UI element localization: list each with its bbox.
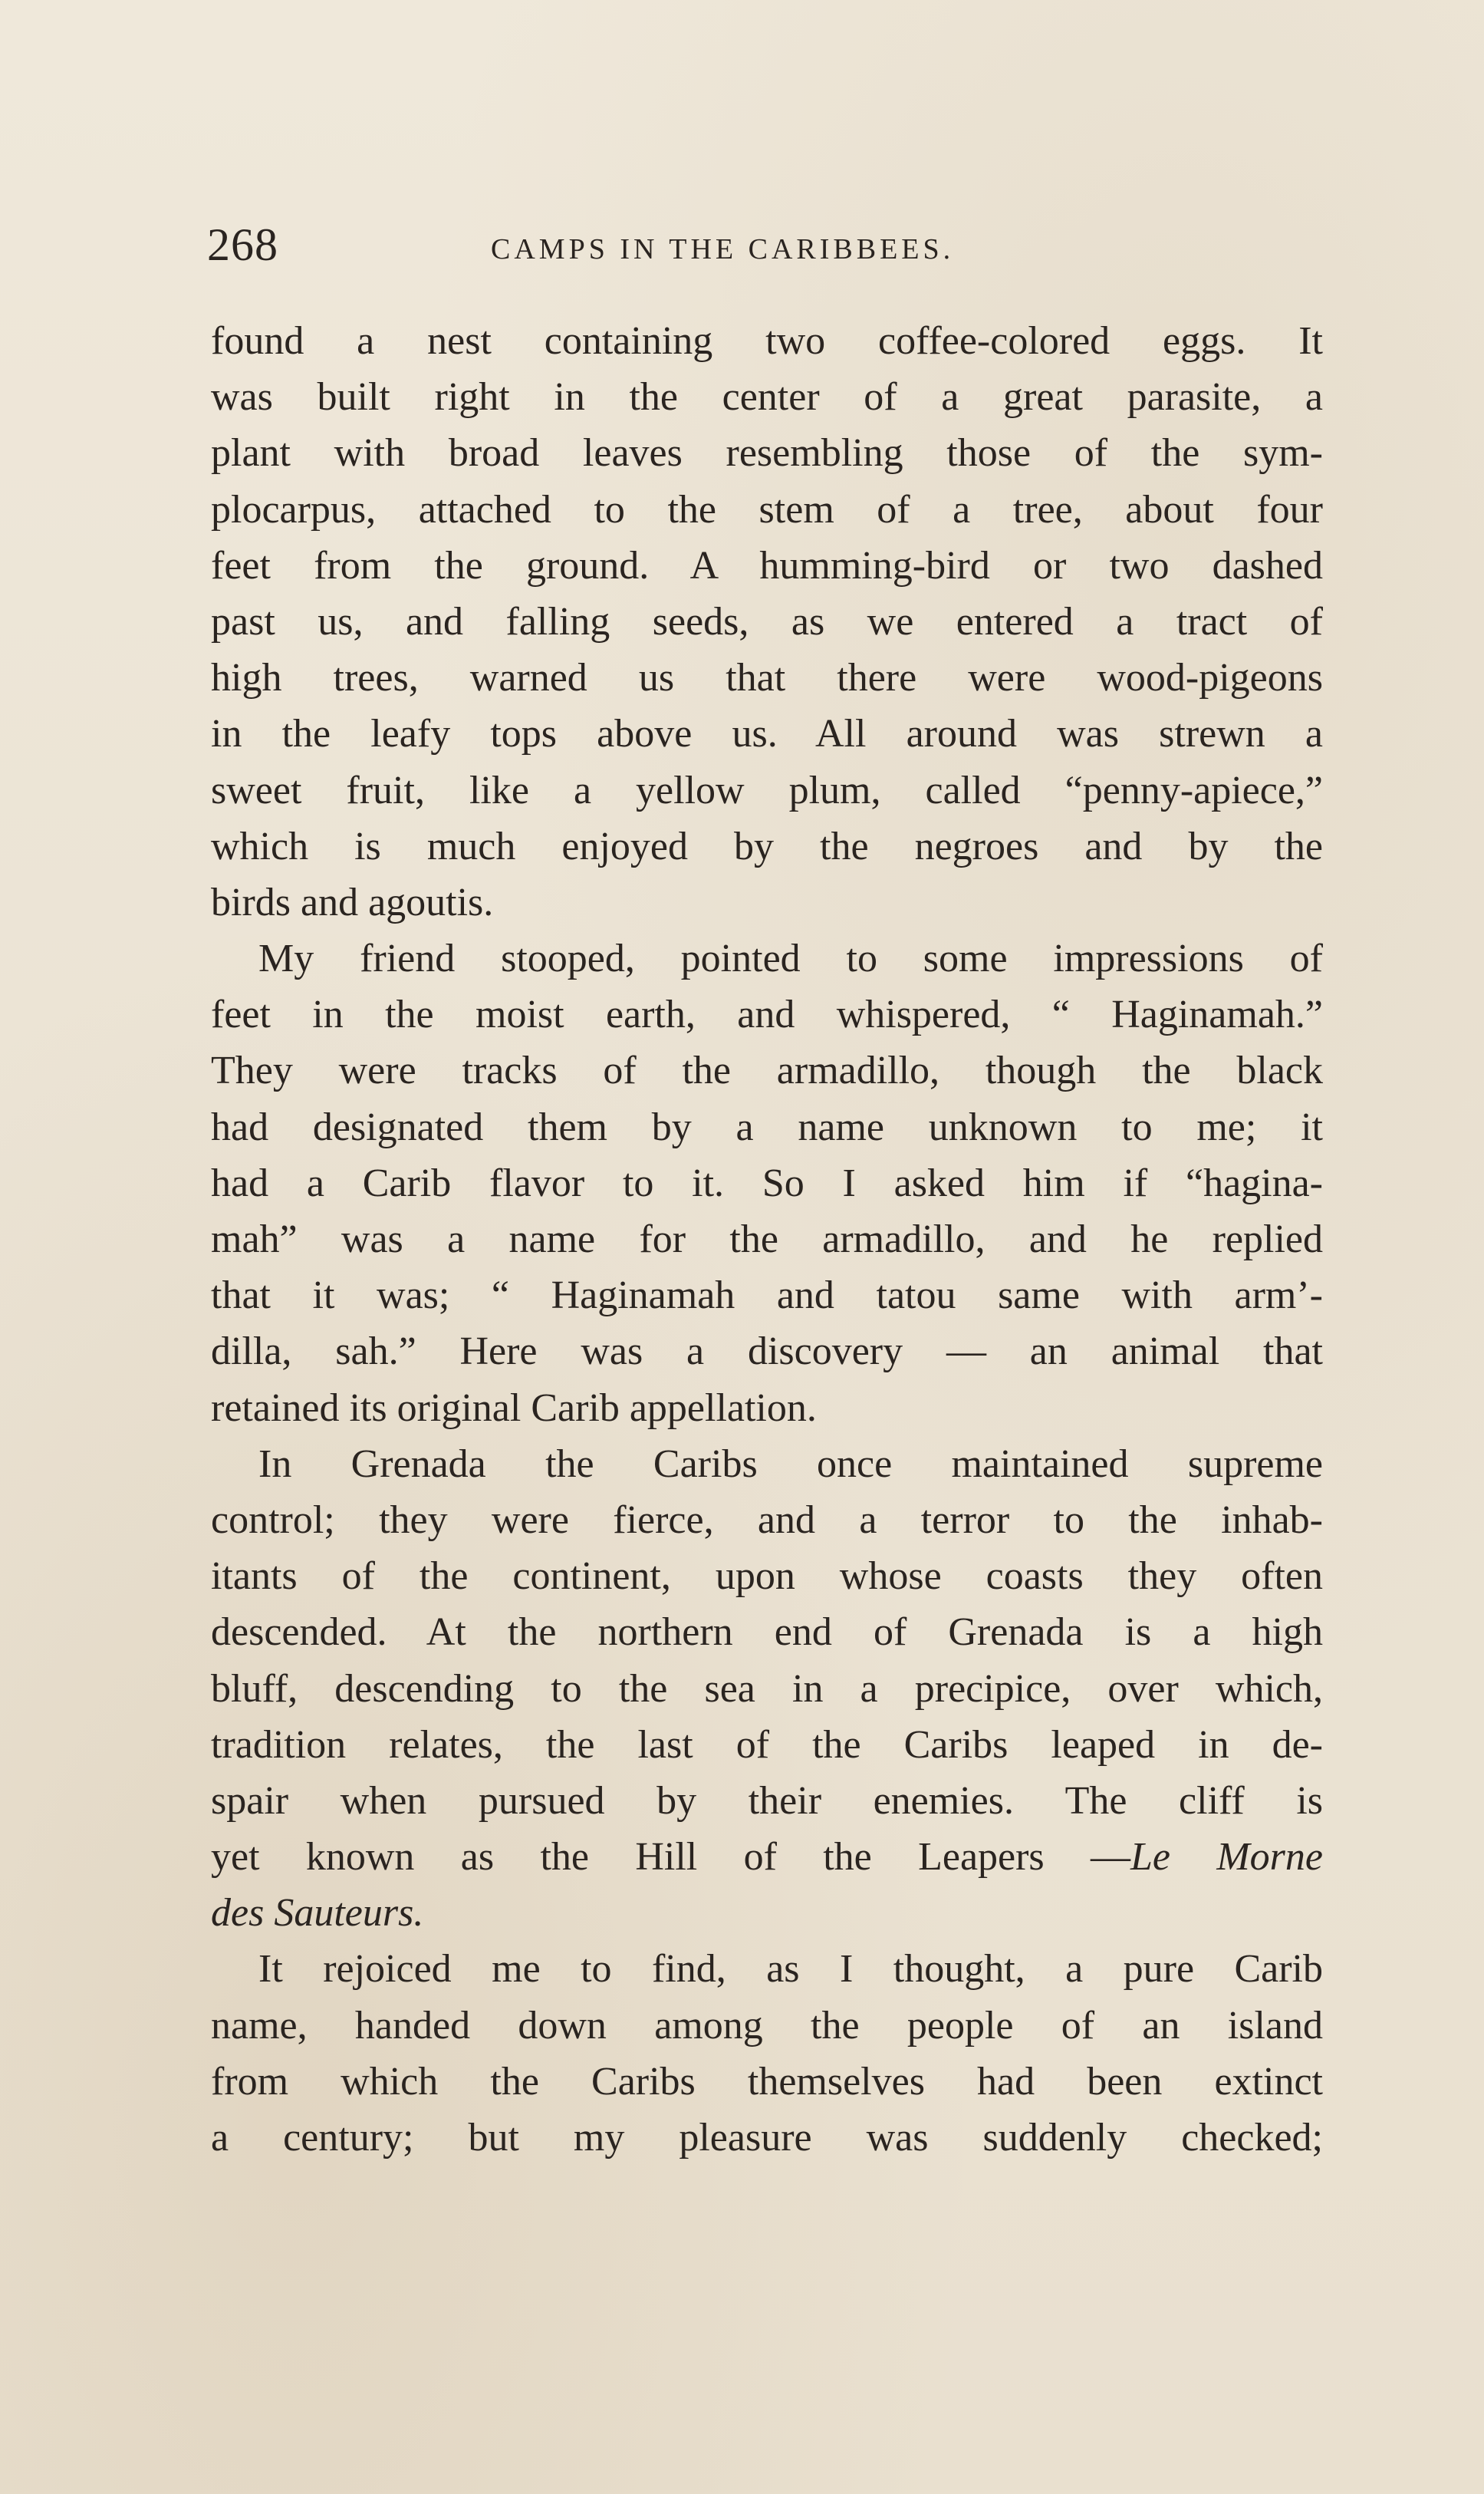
text-line: was built right in the center of a great parasite, a (211, 375, 1323, 420)
text-line: tradition relates, the last of the Caribs leaped in de- (211, 1722, 1323, 1767)
text-line: in the leafy tops above us. All around was strewn a (211, 712, 1323, 756)
text-line: mah” was a name for the armadillo, and he replied (211, 1217, 1323, 1261)
text-line: retained its original Carib appellation. (211, 1385, 817, 1430)
text-line: dilla, sah.” Here was a discovery — an animal that (211, 1329, 1323, 1374)
text-line (211, 1829, 1323, 1885)
text-line: high trees, warned us that there were wood-pigeons (211, 656, 1323, 700)
text-line: My friend stooped, pointed to some impressions of (258, 937, 1323, 981)
italic-phrase: des Sauteurs. (211, 1891, 424, 1936)
page-header (207, 219, 1319, 288)
text-line: They were tracks of the armadillo, though the black (211, 1049, 1323, 1093)
paragraph-4 (211, 1941, 1323, 2166)
paragraph-1 (211, 313, 1323, 931)
text-line: found a nest containing two coffee-colored eggs. It (211, 319, 1323, 363)
text-line: itants of the continent, upon whose coasts they often (211, 1554, 1323, 1599)
text-line: that it was; “ Haginamah and tatou same with arm’- (211, 1273, 1323, 1318)
text-line: had a Carib flavor to it. So I asked him if “hagina- (211, 1161, 1323, 1205)
page-number: 268 (207, 219, 278, 270)
text-line: It rejoiced me to find, as I thought, a pure Carib (258, 1947, 1323, 1992)
italic-phrase: Le Morne (1130, 1835, 1323, 1880)
text-line: plant with broad leaves resembling those of the sym- (211, 431, 1323, 476)
text-line: sweet fruit, like a yellow plum, called “penny-apiece,” (211, 768, 1323, 812)
text-line: descended. At the northern end of Grenada is a high (211, 1610, 1323, 1655)
text-line: In Grenada the Caribs once maintained supreme (258, 1441, 1323, 1486)
running-head: CAMPS IN THE CARIBBEES. (491, 233, 955, 265)
text-line: spair when pursued by their enemies. The cliff is (211, 1778, 1323, 1823)
text-line: birds and agoutis. (211, 880, 494, 924)
text-line: plocarpus, attached to the stem of a tree, about four (211, 487, 1323, 532)
text-line: control; they were fierce, and a terror to the inhab- (211, 1497, 1323, 1542)
text-line: feet in the moist earth, and whispered, “ Haginamah.” (211, 993, 1323, 1037)
text-line: past us, and falling seeds, as we entered a tract of (211, 599, 1323, 644)
body-text (211, 313, 1323, 2166)
text-line: name, handed down among the people of an island (211, 2003, 1323, 2048)
text-line-start: yet known as the Hill of the Leapers — (211, 1835, 1131, 1880)
text-line: feet from the ground. A humming-bird or two dashed (211, 543, 1323, 588)
text-line: from which the Caribs themselves had been extinct (211, 2059, 1323, 2104)
text-line: had designated them by a name unknown to me; it (211, 1105, 1323, 1149)
text-line: which is much enjoyed by the negroes and by the (211, 824, 1323, 868)
text-line (211, 1885, 1323, 1941)
paragraph-3 (211, 1436, 1323, 1942)
text-line: bluff, descending to the sea in a precipice, over which, (211, 1666, 1323, 1711)
text-line: a century; but my pleasure was suddenly checked; (211, 2116, 1323, 2160)
paragraph-2 (211, 931, 1323, 1436)
